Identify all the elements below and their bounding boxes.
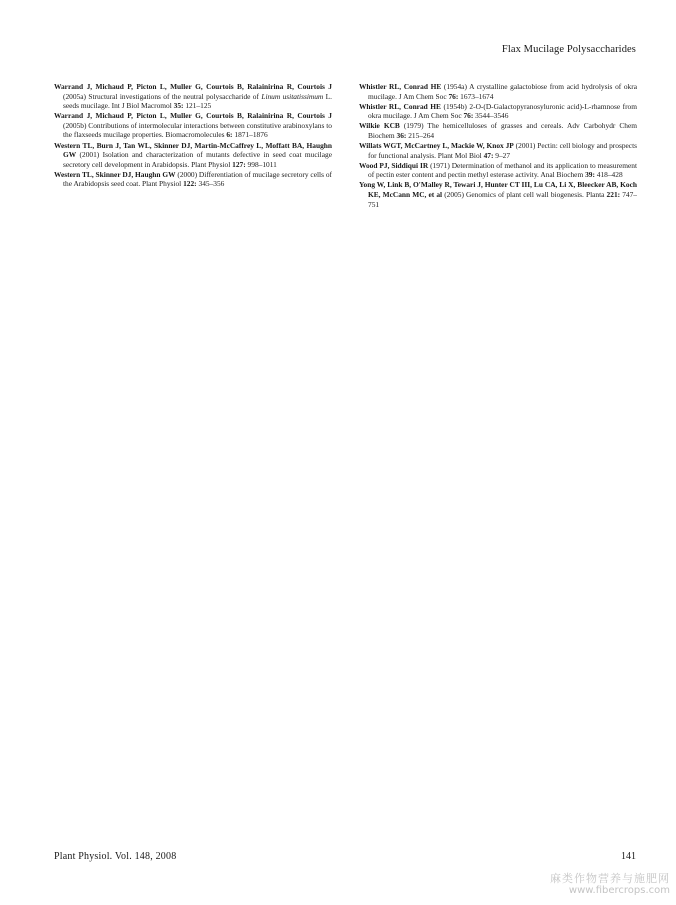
reference-volume: 6: [226, 130, 233, 140]
reference-pages: 3544–3546 [473, 111, 509, 121]
reference-volume: 36: [396, 130, 407, 140]
reference-text: (1971) Determination of methanol and its application to measurement of pectin ester content and pectin methyl esterase activity. Anal Biochem [368, 160, 637, 180]
reference-entry [359, 121, 637, 140]
reference-entry [359, 161, 637, 180]
reference-pages: 747–751 [368, 190, 637, 209]
reference-authors: Western TL, Burn J, Tan WL, Skinner DJ, Martin-McCaffrey L, Moffatt BA, Haughn GW [54, 140, 332, 160]
reference-volume: 127: [232, 159, 246, 169]
footer-page-number: 141 [621, 851, 636, 862]
watermark-site-name: 麻类作物营养与施肥网 [550, 872, 670, 885]
reference-text: (2001) Isolation and characterization of mutants defective in seed coat mucilage secretory cell development in Arabidopsis. Plant Physiol [63, 150, 332, 169]
reference-entry [54, 82, 332, 111]
reference-text: (1954a) A crystalline galactobiose from acid hydrolysis of okra mucilage. J Am Chem Soc [368, 82, 637, 101]
reference-pages: 1871–1876 [232, 130, 268, 140]
reference-authors: Willats WGT, McCartney L, Mackie W, Knox JP [359, 141, 514, 151]
reference-text: (2001) Pectin: cell biology and prospects for functional analysis. Plant Mol Biol [368, 141, 638, 160]
reference-authors: Warrand J, Michaud P, Picton L, Muller G, Courtois B, Ralainirina R, Courtois J [54, 111, 332, 121]
reference-pages: 121–125 [183, 101, 212, 111]
reference-pages: 1673–1674 [458, 91, 494, 101]
reference-entry [54, 111, 332, 140]
reference-pages: 215–264 [406, 130, 435, 140]
reference-entry [359, 102, 637, 121]
site-watermark [550, 873, 670, 897]
reference-volume: 76: [463, 111, 474, 121]
reference-pages: 998–1011 [245, 159, 277, 169]
reference-volume: 122: [183, 179, 197, 189]
watermark-url: www.fibercrops.com [568, 885, 670, 896]
reference-authors: Wilkie KCB [359, 121, 400, 131]
reference-volume: 76: [448, 91, 459, 101]
reference-volume: 39: [585, 170, 595, 180]
reference-entry [359, 180, 637, 209]
reference-pages: 9–27 [493, 150, 511, 160]
reference-entry [54, 141, 332, 170]
reference-text: L. seeds mucilage. Int J Biol Macromol [63, 91, 332, 111]
reference-text: (2000) Differentiation of mucilage secretory cells of the Arabidopsis seed coat. Plant Physiol [63, 169, 332, 189]
reference-entry [54, 170, 332, 189]
reference-text: (1954b) 2-O-(D-Galactopyranosyluronic acid)-L-rhamnose from okra mucilage. J Am Chem Soc [368, 101, 637, 121]
reference-text: (2005a) Structural investigations of the neutral polysaccharide of [63, 91, 262, 101]
reference-authors: Whistler RL, Conrad HE [359, 82, 442, 91]
references-right-column [359, 82, 637, 210]
reference-entry [359, 141, 637, 160]
reference-authors: Wood PJ, Siddiqui IR [359, 160, 429, 170]
references-left-column [54, 82, 332, 190]
reference-pages: 345–356 [196, 179, 225, 189]
reference-authors: Whistler RL, Conrad HE [359, 101, 441, 111]
reference-volume: 35: [173, 101, 184, 111]
species-name: Linum usitatissimum [261, 91, 324, 101]
reference-pages: 418–428 [594, 170, 623, 180]
reference-authors: Western TL, Skinner DJ, Haughn GW [54, 169, 176, 179]
reference-volume: 47: [483, 150, 494, 160]
reference-authors: Yong W, Link B, O'Malley R, Tewari J, Hunter CT III, Lu CA, Li X, Bleecker AB, Koch KE, McCann MC, et al [359, 180, 637, 200]
reference-entry [359, 82, 637, 101]
footer-journal-citation: Plant Physiol. Vol. 148, 2008 [54, 851, 177, 862]
running-head: Flax Mucilage Polysaccharides [501, 44, 636, 55]
reference-text: (1979) The hemicelluloses of grasses and cereals. Adv Carbohydr Chem Biochem [368, 121, 638, 140]
reference-authors: Warrand J, Michaud P, Picton L, Muller G, Courtois B, Ralainirina R, Courtois J [54, 82, 332, 91]
reference-text: (2005) Genomics of plant cell wall biogenesis. Planta [442, 190, 607, 200]
reference-volume: 221: [606, 190, 621, 200]
reference-text: (2005b) Contributions of intermolecular interactions between constitutive arabinoxylans to the flaxseeds mucilage properties. Biomacromolecules [63, 120, 332, 140]
